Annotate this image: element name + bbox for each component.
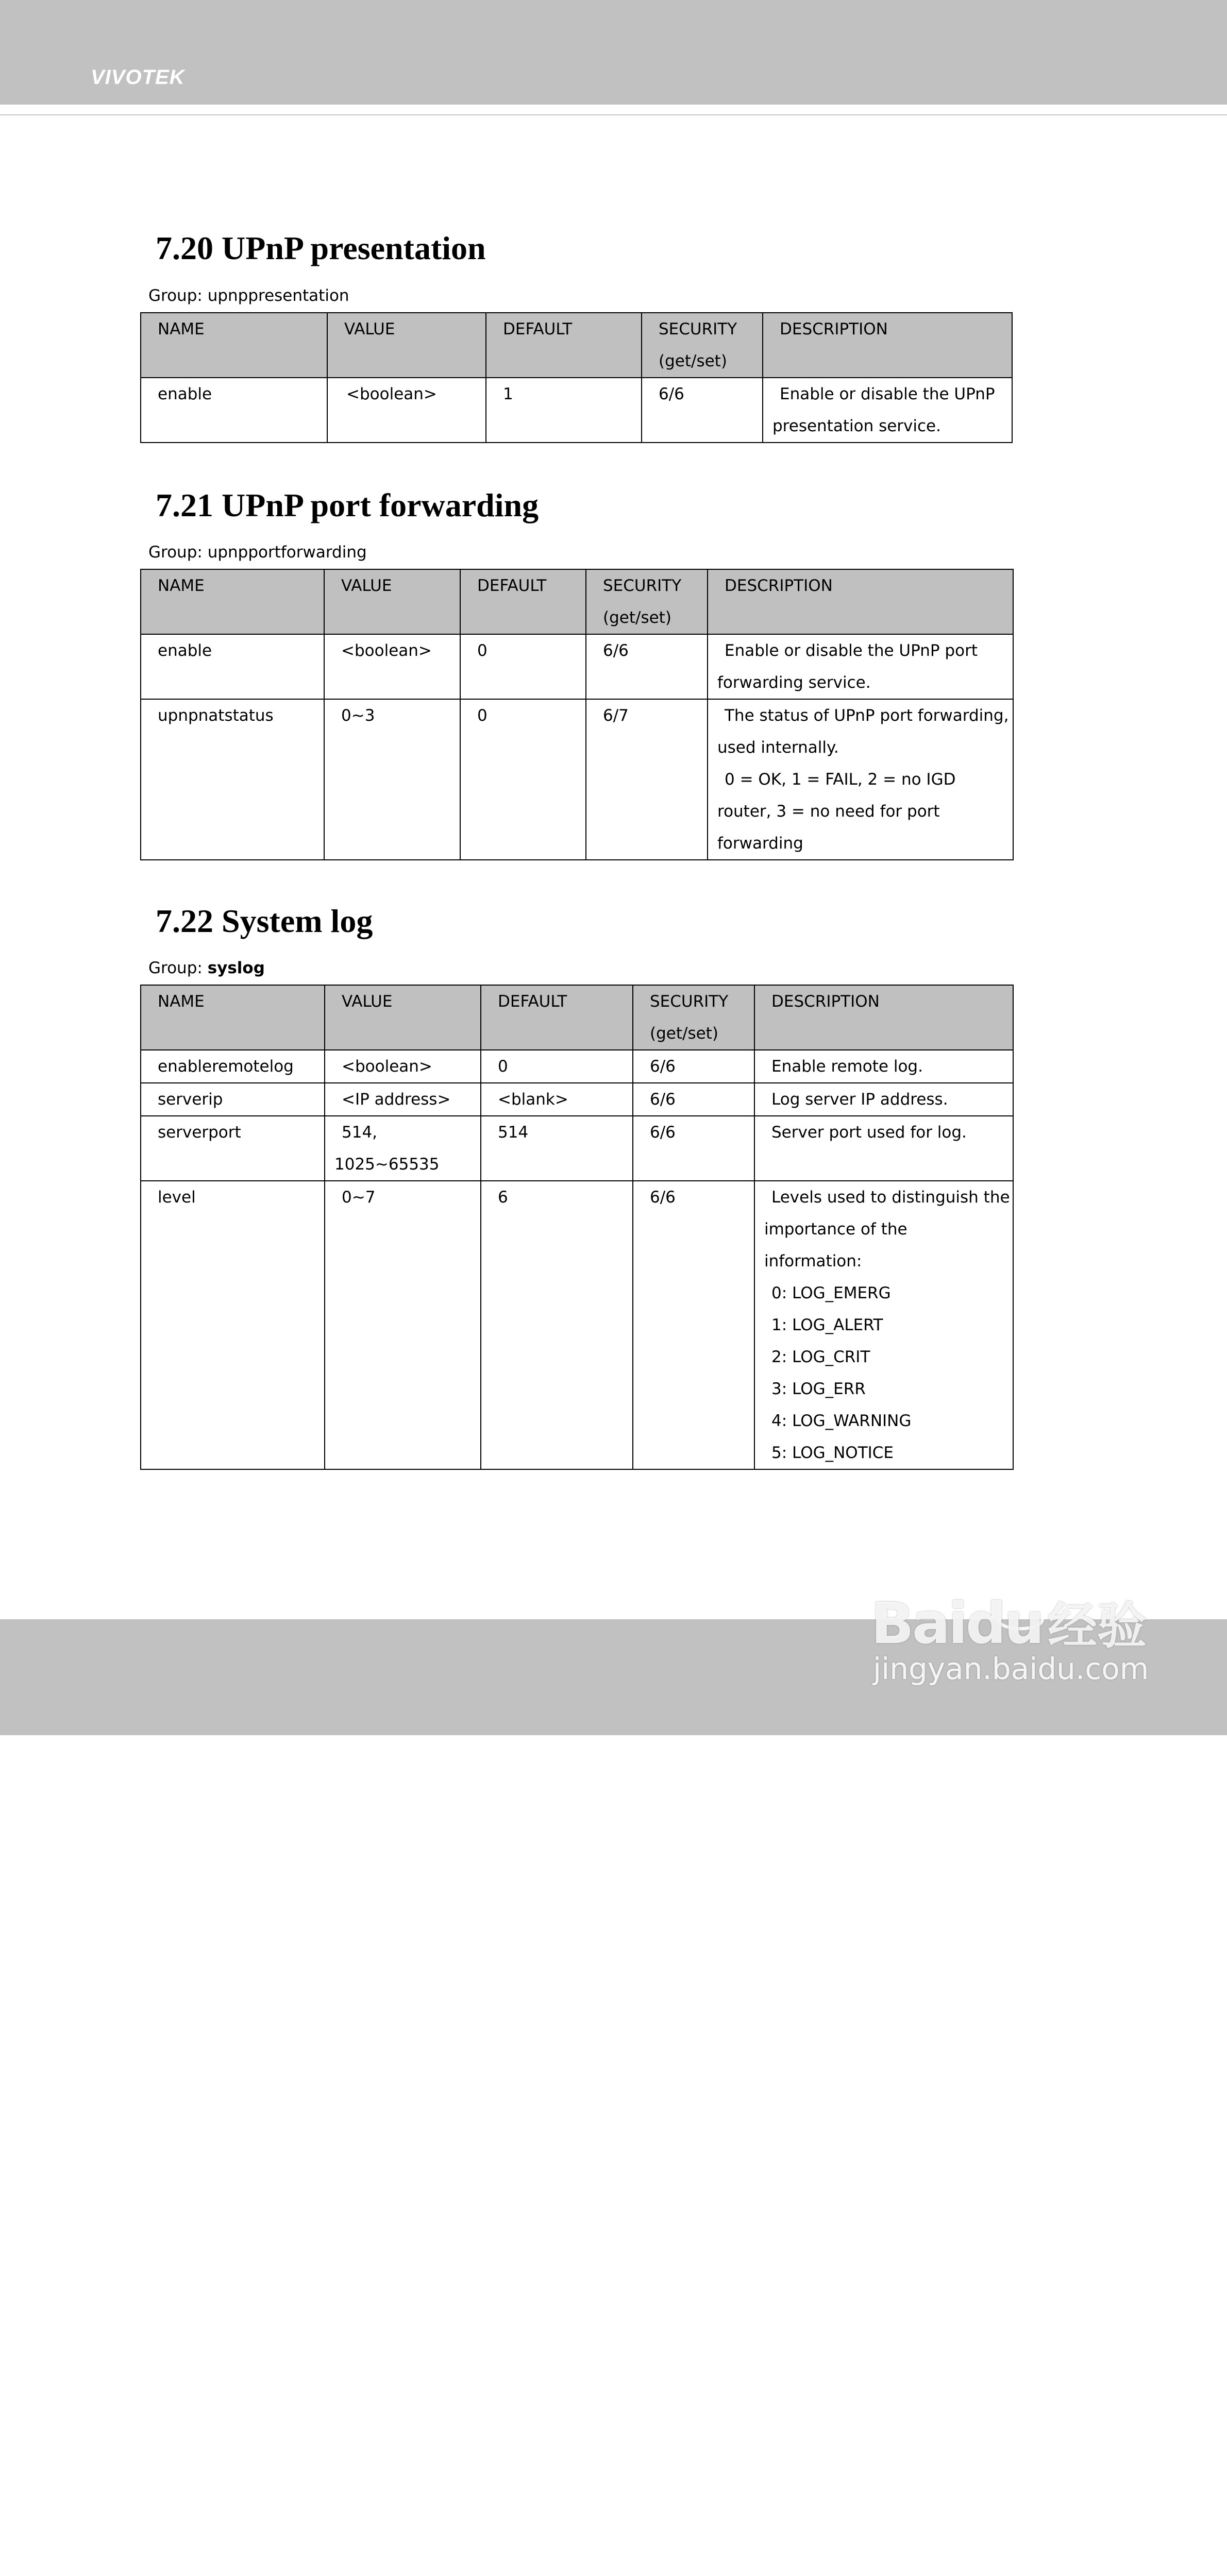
cell-value: <boolean> — [327, 378, 486, 443]
params-table-upnp-presentation — [140, 312, 1013, 443]
column-header-value: VALUE — [325, 985, 481, 1050]
column-header-value: VALUE — [327, 313, 486, 378]
column-header-default: DEFAULT — [481, 985, 633, 1050]
table-row — [141, 699, 1013, 860]
baidu-logo: Baidu 经验 — [871, 1590, 1147, 1656]
cell-value: <IP address> — [325, 1083, 481, 1116]
group-label: Group: syslog — [148, 959, 265, 977]
baidu-watermark — [871, 1546, 1159, 1700]
cell-description: Server port used for log. — [754, 1116, 1013, 1181]
cell-value: 514, 1025~65535 — [325, 1116, 481, 1181]
group-name: upnpportforwarding — [207, 543, 367, 562]
cell-name: level — [141, 1181, 325, 1469]
column-header-security: SECURITY (get/set) — [586, 569, 708, 634]
section-title-upnp-port-forwarding: 7.21 UPnP port forwarding — [156, 487, 539, 523]
cell-description: Levels used to distinguish the importance of the information: 0: LOG_EMERG 1: LOG_ALERT 2: LOG_CRIT 3: LOG_ERR 4: LOG_WARNING 5: LOG_NOTICE — [754, 1181, 1013, 1469]
cell-value: 0~3 — [324, 699, 460, 860]
cell-security: 6/6 — [586, 634, 708, 699]
group-label: Group: upnpportforwarding — [148, 543, 367, 562]
cell-name: serverport — [141, 1116, 325, 1181]
column-header-security: SECURITY (get/set) — [633, 985, 754, 1050]
column-header-default: DEFAULT — [460, 569, 586, 634]
table-row — [141, 1050, 1013, 1083]
table-row — [141, 378, 1012, 443]
section-title-upnp-presentation: 7.20 UPnP presentation — [156, 230, 486, 266]
cell-security: 6/6 — [633, 1083, 754, 1116]
column-header-security: SECURITY (get/set) — [642, 313, 763, 378]
cell-value: <boolean> — [325, 1050, 481, 1083]
cell-name: serverip — [141, 1083, 325, 1116]
watermark-url: jingyan.baidu.com — [873, 1651, 1149, 1686]
column-header-description: DESCRIPTION — [754, 985, 1013, 1050]
cell-name: enable — [141, 634, 324, 699]
column-header-value: VALUE — [324, 569, 460, 634]
cell-name: enable — [141, 378, 327, 443]
cell-value: 0~7 — [325, 1181, 481, 1469]
header-band — [0, 0, 1227, 105]
cell-description: Enable or disable the UPnP port forwarding service. — [708, 634, 1013, 699]
group-label: Group: upnppresentation — [148, 286, 349, 305]
column-header-description: DESCRIPTION — [763, 313, 1012, 378]
section-title-system-log: 7.22 System log — [156, 903, 373, 939]
cell-default: 0 — [481, 1050, 633, 1083]
column-header-default: DEFAULT — [486, 313, 642, 378]
brand-logo: VIVOTEK — [91, 66, 185, 89]
cell-description: The status of UPnP port forwarding, used internally. 0 = OK, 1 = FAIL, 2 = no IGD router, 3 = no need for port forwarding — [708, 699, 1013, 860]
cell-default: 514 — [481, 1116, 633, 1181]
table-row — [141, 634, 1013, 699]
column-header-description: DESCRIPTION — [708, 569, 1013, 634]
cell-security: 6/7 — [586, 699, 708, 860]
cell-security: 6/6 — [633, 1181, 754, 1469]
params-table-system-log — [140, 985, 1014, 1470]
params-table-upnp-port-forwarding — [140, 569, 1014, 860]
cell-name: upnpnatstatus — [141, 699, 324, 860]
cell-name: enableremotelog — [141, 1050, 325, 1083]
cell-default: 1 — [486, 378, 642, 443]
header-divider — [0, 114, 1227, 115]
cell-description: Enable remote log. — [754, 1050, 1013, 1083]
cell-default: 0 — [460, 634, 586, 699]
group-name: upnppresentation — [207, 286, 349, 305]
group-name: syslog — [207, 959, 265, 977]
cell-value: <boolean> — [324, 634, 460, 699]
cell-default: 6 — [481, 1181, 633, 1469]
cell-default: 0 — [460, 699, 586, 860]
cell-security: 6/6 — [633, 1050, 754, 1083]
cell-description: Enable or disable the UPnP presentation service. — [763, 378, 1012, 443]
table-row — [141, 1181, 1013, 1469]
cell-security: 6/6 — [642, 378, 763, 443]
column-header-name: NAME — [141, 569, 324, 634]
column-header-name: NAME — [141, 985, 325, 1050]
column-header-name: NAME — [141, 313, 327, 378]
table-row — [141, 1083, 1013, 1116]
table-row — [141, 1116, 1013, 1181]
cell-description: Log server IP address. — [754, 1083, 1013, 1116]
cell-security: 6/6 — [633, 1116, 754, 1181]
cell-default: <blank> — [481, 1083, 633, 1116]
